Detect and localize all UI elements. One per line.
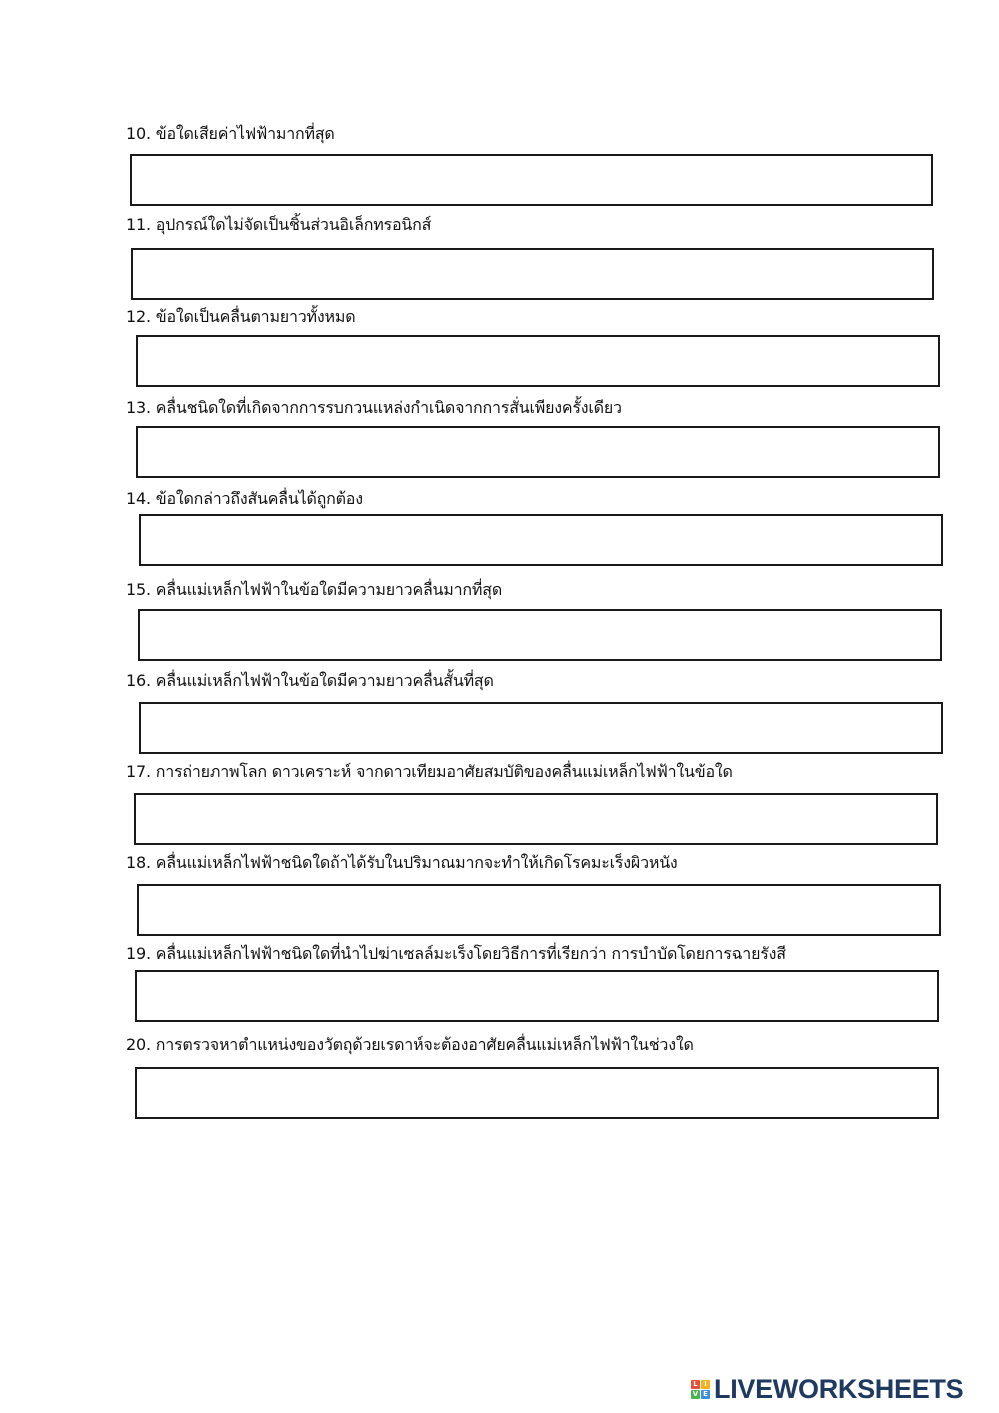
question-20-label: 20. การตรวจหาตำแหน่งของวัตถุด้วยเรดาห์จะต้องอาศัยคลื่นแม่เหล็กไฟฟ้าในช่วงใด	[126, 1035, 694, 1054]
logo-tile-e: E	[701, 1390, 710, 1399]
answer-input-12[interactable]	[136, 335, 940, 387]
answer-input-15[interactable]	[138, 609, 942, 661]
question-19-label: 19. คลื่นแม่เหล็กไฟฟ้าชนิดใดที่นำไปฆ่าเซลล์มะเร็งโดยวิธีการที่เรียกว่า การบำบัดโดยการฉายรังสี	[126, 944, 786, 963]
logo-tile-l: L	[691, 1380, 700, 1389]
question-17-label: 17. การถ่ายภาพโลก ดาวเคราะห์ จากดาวเทียมอาศัยสมบัติของคลื่นแม่เหล็กไฟฟ้าในข้อใด	[126, 762, 733, 781]
answer-input-19[interactable]	[135, 970, 939, 1022]
question-13-label: 13. คลื่นชนิดใดที่เกิดจากการรบกวนแหล่งกำเนิดจากการสั่นเพียงครั้งเดียว	[126, 398, 622, 417]
question-18-label: 18. คลื่นแม่เหล็กไฟฟ้าชนิดใดถ้าได้รับในปริมาณมากจะทำให้เกิดโรคมะเร็งผิวหนัง	[126, 853, 678, 872]
answer-input-14[interactable]	[139, 514, 943, 566]
answer-input-17[interactable]	[134, 793, 938, 845]
logo-tile-v: V	[692, 1389, 699, 1398]
question-14-label: 14. ข้อใดกล่าวถึงสันคลื่นได้ถูกต้อง	[126, 489, 363, 508]
answer-input-16[interactable]	[139, 702, 943, 754]
question-11-label: 11. อุปกรณ์ใดไม่จัดเป็นชิ้นส่วนอิเล็กทรอนิกส์	[126, 215, 432, 234]
answer-input-20[interactable]	[135, 1067, 939, 1119]
answer-input-11[interactable]	[131, 248, 934, 300]
question-16-label: 16. คลื่นแม่เหล็กไฟฟ้าในข้อใดมีความยาวคลื่นสั้นที่สุด	[126, 671, 494, 690]
answer-input-18[interactable]	[137, 884, 941, 936]
answer-input-10[interactable]	[130, 154, 933, 206]
answer-input-13[interactable]	[136, 426, 940, 478]
liveworksheets-logo	[691, 1375, 963, 1403]
question-15-label: 15. คลื่นแม่เหล็กไฟฟ้าในข้อใดมีความยาวคลื่นมากที่สุด	[126, 580, 503, 599]
question-12-label: 12. ข้อใดเป็นคลื่นตามยาวทั้งหมด	[126, 307, 356, 326]
liveworksheets-icon	[691, 1380, 710, 1399]
logo-tile-i: I	[701, 1380, 710, 1389]
brand-name: LIVEWORKSHEETS	[714, 1373, 964, 1404]
question-10-label: 10. ข้อใดเสียค่าไฟฟ้ามากที่สุด	[126, 124, 335, 143]
